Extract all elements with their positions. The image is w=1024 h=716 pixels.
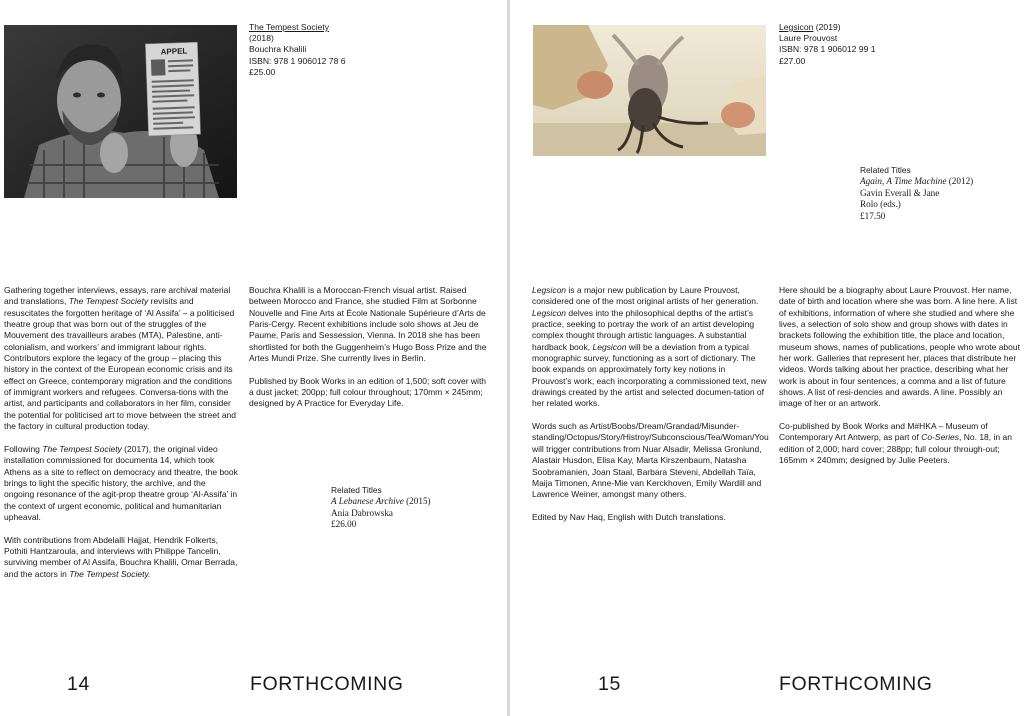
page-number: 15 <box>598 673 621 695</box>
book-price: £27.00 <box>779 55 806 66</box>
photo-hands-with-octopus <box>533 25 766 156</box>
italic-title: Legsicon <box>592 341 627 352</box>
book-metadata <box>779 22 999 67</box>
description-paragraph: Words such as Artist/Boobs/Dream/Grandad/Misunder-standing/Octopus/Story/Histroy/Subconscious/Tea/Woman/You will trigger contributions from Nuar Alsadir, Melissa Gronlund, Alastair Husdon, Elisa Kay, Marta Kirszenbaum, Natasha Soobramanien, Joan Staal, Barbara Steveni, Abdellah Taïa, Maija Timonen, Anne-Mie van Kerckhoven, Emily Wardill and Lawrence Weiner, amongst many others. <box>532 421 769 500</box>
book-year: (2019) <box>813 22 841 32</box>
related-title[interactable]: A Lebanese Archive <box>331 496 404 507</box>
biography-paragraph: Co-published by Book Works and M#HKA – Museum of Contemporary Art Antwerp, as part of Co-Series, No. 18, in an edition of 2,000; hard cover; 288pp; full colour through-out; 165mm × 240mm; designed by Julie Peeters. <box>779 421 1012 466</box>
book-price: £25.00 <box>249 66 276 77</box>
photo-man-holding-paper <box>4 25 237 198</box>
italic-title: The Tempest Society <box>42 443 122 454</box>
book-cover-photo-tempest-society <box>4 25 237 198</box>
biography-paragraph: Bouchra Khalili is a Moroccan-French visual artist. Raised between Morocco and France, she studied Film at Sorbonne Nouvelle and Fine Arts at École Nationale Supérieure d’Arts de Paris-Cergy. Recent exhibitions include solo shows at Jeu de Paume, Paris and Sessession, Vienna. In 2018 she has been shortlisted for both the Guggenheim’s Hugo Boss Prize and the Artes Mundi Prize. She currently lives in Berlin. <box>249 285 487 364</box>
biography-paragraph: Here should be a biography about Laure Prouvost. Her name, date of birth and location where she was born. A line here. A list of exhibitions, information of where she studied and where she lives, a selection of solo show and group shows with dates in brackets following the exhibition title, the place and location, museum shows, names of publications, people who wrote about her work. Galleries that represent her, places that distribute her videos. Words talking about her practice, describing what her work is about in four sentences, a comma and a list of future shows. A list of resi-dencies and awards. A line. Possibly an image of her or an artwork. <box>779 285 1020 409</box>
biography-paragraph: Published by Book Works in an edition of 1,500; soft cover with a dust jacket; 200pp; full colour throughout; 170mm × 245mm; designed by A Practice for Everyday Life. <box>249 375 487 409</box>
book-author: Laure Prouvost <box>779 33 838 44</box>
description-column <box>4 285 238 591</box>
related-year: (2012) <box>946 176 974 187</box>
biography-column <box>249 285 488 421</box>
description-paragraph: With contributions from Abdelalli Hajjat, Hendrik Folkerts, Pothiti Hantzaroula, and interviews with Philippe Tancelin, surviving member of Al Assifa, Bouchra Khalili, Omar Berrada, and the actors in The Tempest Society. <box>4 534 238 579</box>
italic-title: Co-Series <box>921 432 960 443</box>
section-title: FORTHCOMING <box>779 673 933 695</box>
related-titles <box>331 485 481 531</box>
related-author: Ania Dabrowska <box>331 507 393 518</box>
book-title-link[interactable]: The Tempest Society <box>249 22 330 32</box>
related-title[interactable]: Again, A Time Machine <box>860 176 947 187</box>
description-paragraph: Following The Tempest Society (2017), the original video installation commissioned for documenta 14, which took Athens as a site to reflect on democracy and theatre, the book brings to light the specific history, the archive, and the ongoing resonance of the agit-prop theatre group ‘Al-Assifa’ in the context of urgent economic, political and humanitarian upheaval. <box>4 443 238 522</box>
related-titles-heading: Related Titles <box>331 485 382 495</box>
italic-title: The Tempest Society. <box>69 568 151 579</box>
biography-column <box>779 285 1022 478</box>
page-number: 14 <box>67 673 90 695</box>
book-author: Bouchra Khalili <box>249 44 307 55</box>
left-page <box>0 0 507 716</box>
book-title-link[interactable]: Legsicon <box>779 22 814 32</box>
italic-title: Legsicon <box>532 285 567 295</box>
paper-heading: APPEL <box>160 46 188 57</box>
related-price: £26.00 <box>331 519 357 530</box>
related-author-line2: Rolo (eds.) <box>860 199 901 210</box>
related-titles-heading: Related Titles <box>860 165 911 175</box>
book-metadata <box>249 22 469 78</box>
section-title: FORTHCOMING <box>250 673 404 695</box>
italic-title: Legsicon <box>532 307 567 318</box>
book-year: (2018) <box>249 33 274 44</box>
book-isbn: ISBN: 978 1 906012 99 1 <box>779 44 876 55</box>
book-isbn: ISBN: 978 1 906012 78 6 <box>249 55 346 66</box>
description-paragraph: Legsicon is a major new publication by Laure Prouvost, considered one of the most original artists of her generation. Legsicon delves into the philosophical depths of the artist’s practice, seeking to portray the work of an artist developing complex thought through artistic languages. A substantial hardback book, Legsicon will be a deviation from a typical monographic survey, functioning as a sort of dictionary. The book expands on approximately forty key notions in Prouvost’s work, each incorporating a commissioned text, new drawings created by the artist and selected documen-tation of her related works. <box>532 285 767 409</box>
italic-title: The Tempest Society <box>68 296 149 307</box>
related-titles <box>860 165 1010 222</box>
related-year: (2015) <box>403 496 431 507</box>
right-page <box>510 0 1024 716</box>
related-price: £17.50 <box>860 210 886 221</box>
book-cover-photo-legsicon <box>533 25 766 156</box>
description-paragraph: Gathering together interviews, essays, rare archival material and translations, The Tempest Society revisits and resuscitates the forgotten heritage of ‘Al Assifa’ – a politicised theatre group that was born out of the struggles of the Mouvement des travailleurs arabes (MTA), Palestine, anti-colonialism, and workers’ and immigrant labour rights. Contributors explore the legacy of the group – placing this history in the context of the European economic crisis and its effect on Greece, contemporary migration and the conditions of immigrant workers and refugees. Conversa-tions with the artist, and participants and collaborators in her film, consider the potential for politicised art to move between the street and the factory in cultural production today. <box>4 285 236 432</box>
description-paragraph: Edited by Nav Haq, English with Dutch translations. <box>532 511 726 522</box>
related-author-line1: Gavin Everall & Jane <box>860 187 940 198</box>
description-column <box>532 285 767 535</box>
